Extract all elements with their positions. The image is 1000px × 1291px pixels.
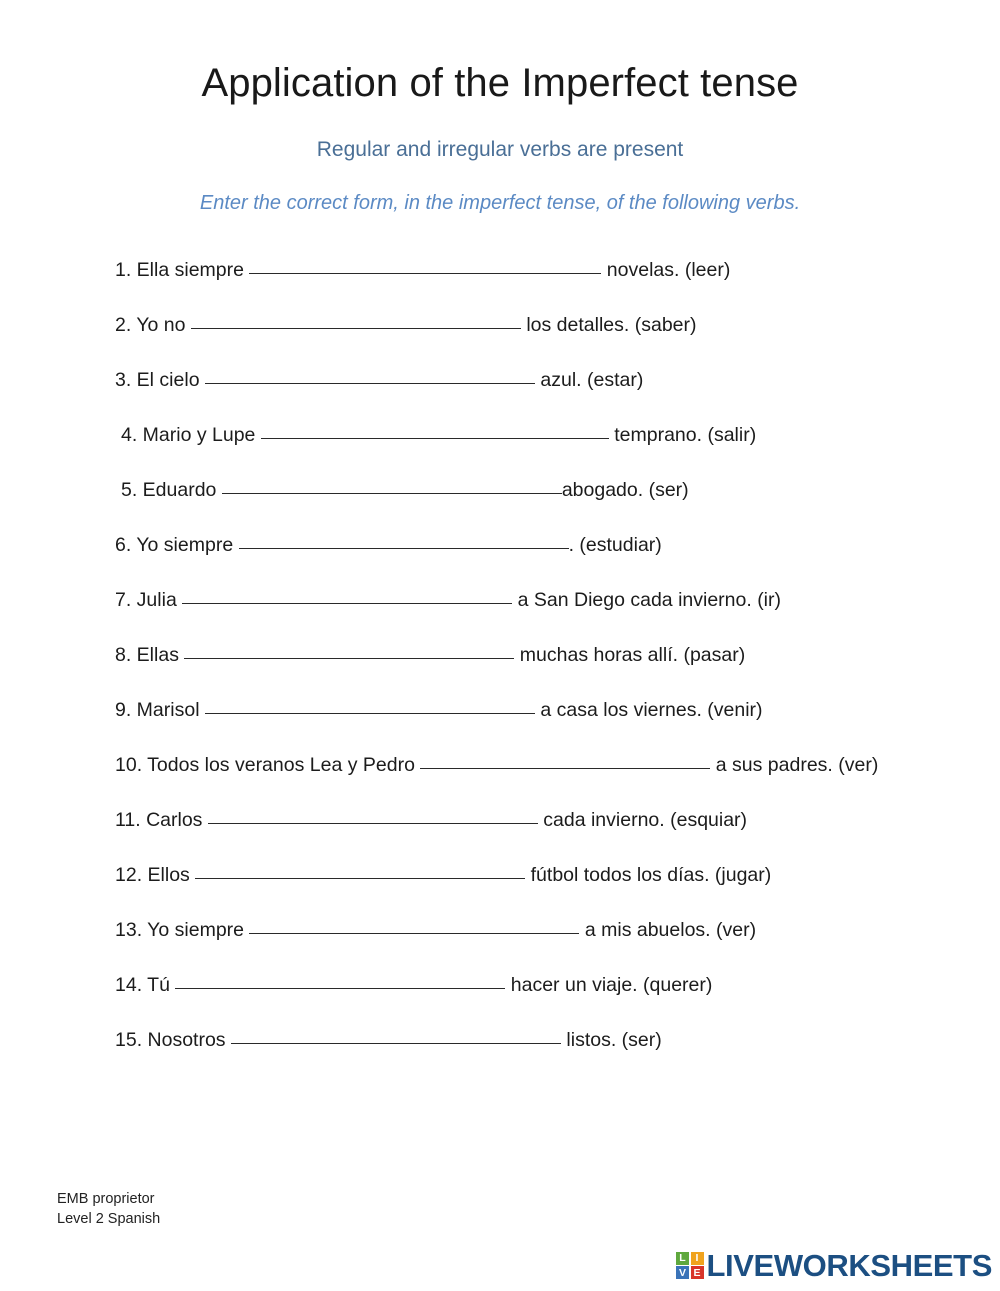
question-prompt: 9. Marisol	[115, 699, 205, 721]
question-prompt: 3. El cielo	[115, 369, 205, 391]
question-row	[115, 863, 945, 918]
footer-line-2: Level 2 Spanish	[57, 1211, 161, 1227]
logo-cell-i: I	[691, 1252, 704, 1265]
question-row	[115, 698, 945, 753]
question-prompt: 15. Nosotros	[115, 1029, 231, 1051]
question-prompt: 13. Yo siempre	[115, 919, 250, 941]
answer-blank[interactable]	[205, 366, 535, 384]
question-prompt: 6. Yo siempre	[115, 534, 239, 556]
logo-icon	[675, 1251, 705, 1281]
logo-cell-l: L	[676, 1252, 689, 1265]
question-row	[115, 258, 945, 313]
answer-blank[interactable]	[195, 861, 525, 879]
question-suffix: azul. (estar)	[534, 369, 644, 391]
logo-cell-v: V	[676, 1266, 689, 1279]
question-row	[115, 918, 945, 973]
question-row	[115, 478, 945, 533]
answer-blank[interactable]	[239, 531, 569, 549]
question-prompt: 2. Yo no	[115, 314, 191, 336]
question-suffix: a San Diego cada invierno. (ir)	[512, 589, 782, 611]
question-prompt: 7. Julia	[115, 589, 183, 611]
question-row	[115, 973, 945, 1028]
answer-blank[interactable]	[184, 641, 514, 659]
question-prompt: 1. Ella siempre	[115, 259, 250, 281]
question-list	[115, 258, 945, 1083]
question-prompt: 8. Ellas	[115, 644, 185, 666]
question-prompt: 12. Ellos	[115, 864, 196, 886]
question-prompt: 5. Eduardo	[121, 479, 222, 501]
answer-blank[interactable]	[249, 916, 579, 934]
page-title: Application of the Imperfect tense	[201, 61, 799, 105]
question-suffix: abogado. (ser)	[561, 479, 689, 501]
question-prompt: 11. Carlos	[115, 809, 208, 831]
question-row	[115, 753, 945, 808]
question-prompt: 4. Mario y Lupe	[121, 424, 261, 446]
question-suffix: a sus padres. (ver)	[710, 754, 879, 776]
answer-blank[interactable]	[261, 421, 609, 439]
answer-blank[interactable]	[205, 696, 535, 714]
liveworksheets-logo	[675, 1250, 992, 1281]
answer-blank[interactable]	[191, 311, 521, 329]
question-row	[115, 808, 945, 863]
answer-blank[interactable]	[222, 476, 562, 494]
question-row	[115, 423, 945, 478]
question-suffix: a mis abuelos. (ver)	[579, 919, 757, 941]
question-suffix: . (estudiar)	[568, 534, 662, 556]
question-row	[115, 368, 945, 423]
answer-blank[interactable]	[249, 256, 601, 274]
question-row	[115, 643, 945, 698]
question-suffix: novelas. (leer)	[601, 259, 731, 281]
question-suffix: hacer un viaje. (querer)	[505, 974, 713, 996]
question-prompt: 14. Tú	[115, 974, 176, 996]
logo-wordmark: LIVEWORKSHEETS	[706, 1248, 992, 1283]
footer-note	[57, 1189, 160, 1229]
question-row	[115, 1028, 945, 1083]
answer-blank[interactable]	[231, 1026, 561, 1044]
instruction-text: Enter the correct form, in the imperfect tense, of the following verbs.	[199, 192, 801, 214]
question-prompt: 10. Todos los veranos Lea y Pedro	[115, 754, 421, 776]
question-suffix: los detalles. (saber)	[520, 314, 697, 336]
footer-line-1: EMB proprietor	[57, 1191, 155, 1207]
answer-blank[interactable]	[175, 971, 505, 989]
answer-blank[interactable]	[420, 751, 710, 769]
question-suffix: a casa los viernes. (venir)	[534, 699, 763, 721]
question-suffix: fútbol todos los días. (jugar)	[525, 864, 772, 886]
question-row	[115, 533, 945, 588]
question-row	[115, 588, 945, 643]
question-suffix: temprano. (salir)	[608, 424, 757, 446]
answer-blank[interactable]	[182, 586, 512, 604]
page-subtitle: Regular and irregular verbs are present	[316, 138, 684, 161]
logo-cell-e: E	[691, 1266, 704, 1279]
question-suffix: cada invierno. (esquiar)	[537, 809, 748, 831]
question-suffix: muchas horas allí. (pasar)	[514, 644, 746, 666]
question-suffix: listos. (ser)	[560, 1029, 662, 1051]
question-row	[115, 313, 945, 368]
answer-blank[interactable]	[208, 806, 538, 824]
